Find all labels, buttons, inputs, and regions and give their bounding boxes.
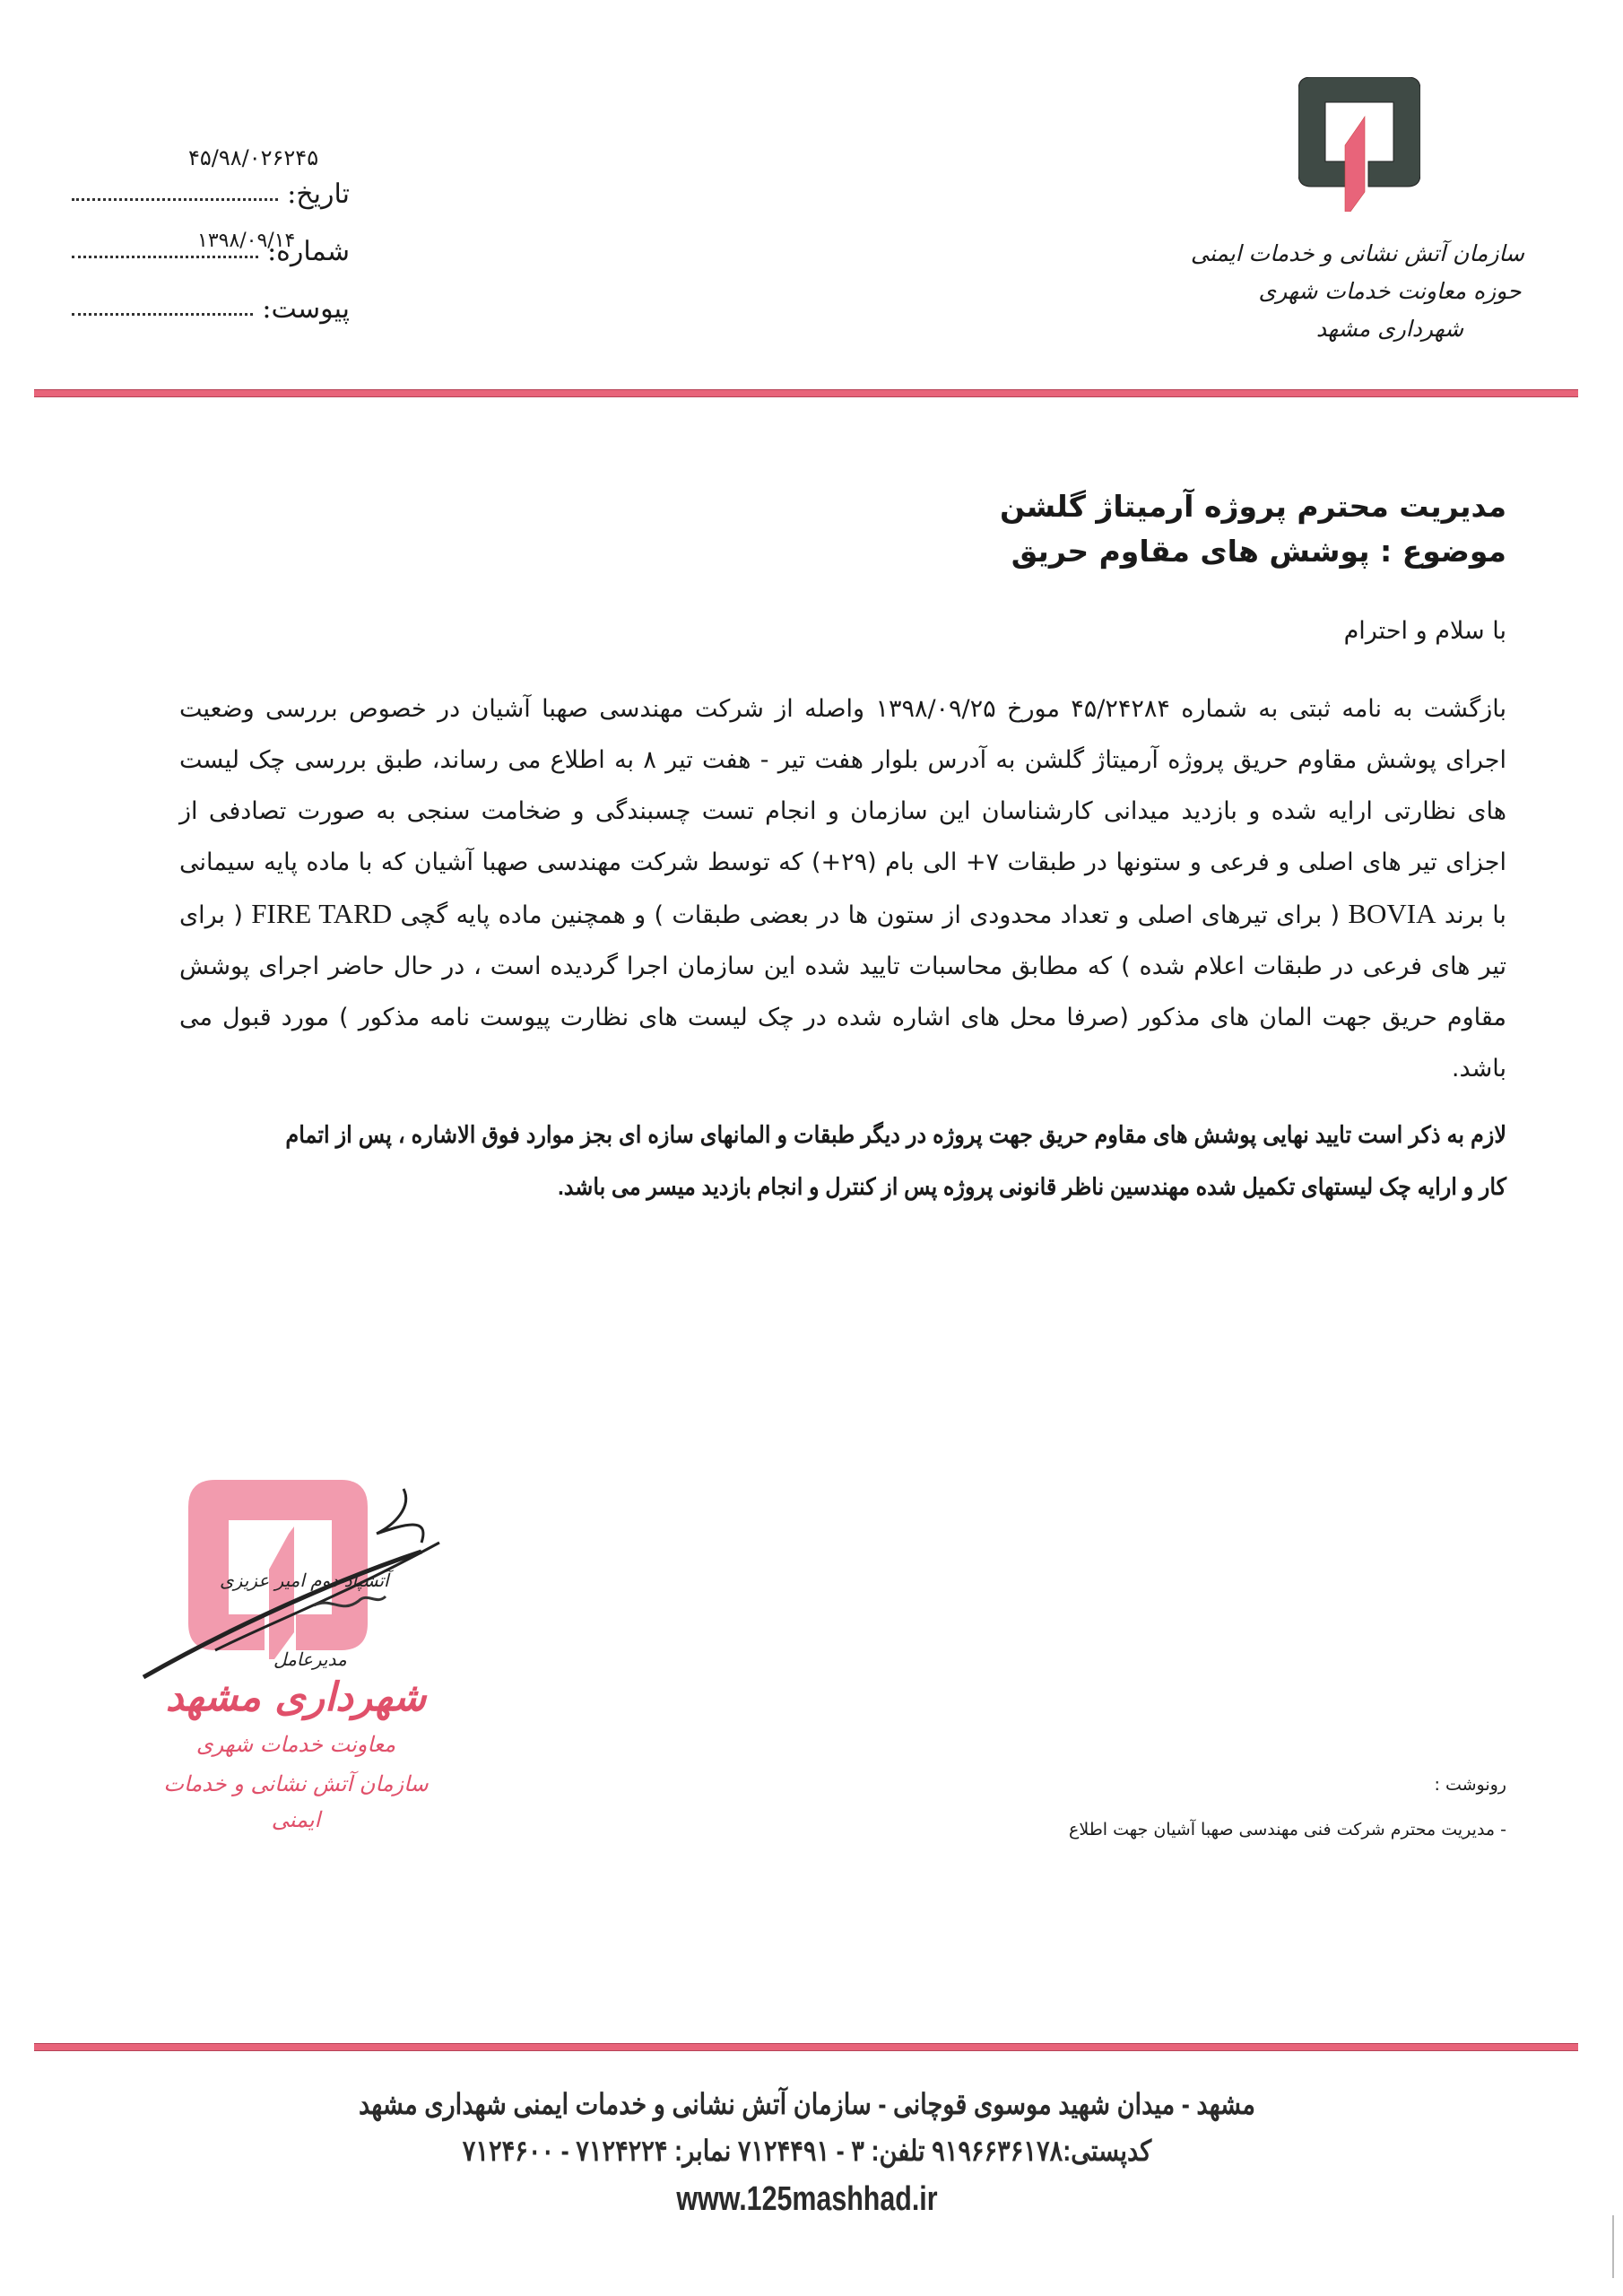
paragraph-1	[179, 683, 1506, 1094]
paragraph-1-part-3: ( برای تیر های فرعی در طبقات اعلام شده ) که مطابق محاسبات تایید شده این سازمان اجرا گردیده است ، در حال حاضر اجرای پوشش مقاوم حریق جهت المان های مذکور (صرفا محل های اشاره شده در چک لیست های نظارت پیوست نامه مذکور ) مورد قبول می باشد.	[179, 901, 1506, 1083]
number-row	[72, 210, 350, 267]
stamp-line-1: شهرداری مشهد	[165, 1674, 427, 1720]
letter-meta	[72, 145, 350, 325]
scan-edge-mark	[1612, 2215, 1614, 2278]
stamp-line-2: معاونت خدمات شهری	[195, 1732, 396, 1757]
attachment-label: پیوست:	[262, 293, 350, 325]
attachment-dotted-line	[72, 312, 253, 316]
fire-department-logo-icon	[1298, 77, 1420, 212]
paragraph-1-part-1: بازگشت به نامه ثبتی به شماره ۴۵/۲۴۲۸۴ مورخ ۱۳۹۸/۰۹/۲۵ واصله از شرکت مهندسی صهبا آشیان در خصوص بررسی وضعیت اجرای پوشش مقاوم حریق پروژه آرمیتاژ گلشن به آدرس بلوار هفت تیر - هفت تیر ۸ به اطلاع می رساند، طبق بررسی چک لیست های نظارتی ارایه شده و بازدید میدانی کارشناسان این سازمان و انجام تست چسبندگی و ضخامت سنجی به صورت تصادفی از اجزای تیر های اصلی و فرعی و ستونها در طبقات ۷+ الی بام (۲۹+) که توسط شرکت مهندسی صهبا آشیان که با ماده پایه سیمانی با برند	[179, 695, 1506, 929]
footer-divider	[34, 2043, 1578, 2051]
recipient: مدیریت محترم پروژه آرمیتاژ گلشن	[999, 489, 1506, 524]
paragraph-1-part-2: ( برای تیرهای اصلی و تعداد محدودی از ستون ها در بعضی طبقات ) و همچنین ماده پایه گچی	[400, 901, 1341, 929]
signature-icon	[135, 1471, 457, 1740]
footer-address: مشهد - میدان شهید موسوی قوچانی - سازمان آتش نشانی و خدمات ایمنی شهداری مشهد	[359, 2088, 1255, 2120]
brand-bovia: BOVIA	[1348, 898, 1436, 929]
cc-section	[1069, 1767, 1506, 1848]
number-value: ۱۳۹۸/۰۹/۱۴	[197, 230, 296, 252]
header-divider	[34, 389, 1578, 397]
signer-name: آتشپاد دوم امیر عزیزی	[220, 1570, 389, 1591]
org-line-3: شهرداری مشهد	[1315, 316, 1464, 342]
cc-title: رونوشت :	[1434, 1775, 1506, 1795]
organization-name	[1190, 235, 1524, 348]
number-dotted-line	[72, 255, 258, 258]
footer-website-link[interactable]: www.125mashhad.ir	[676, 2180, 938, 2218]
cc-item: - مدیریت محترم شرکت فنی مهندسی صهبا آشیان جهت اطلاع	[1069, 1820, 1506, 1839]
org-line-2: حوزه معاونت خدمات شهری	[1258, 278, 1522, 304]
brand-fire-tard: FIRE TARD	[251, 898, 393, 929]
attachment-row	[72, 267, 350, 325]
stamp-line-3: سازمان آتش نشانی و خدمات ایمنی	[163, 1771, 429, 1832]
signer-title: مدیرعامل	[273, 1648, 347, 1670]
org-line-1: سازمان آتش نشانی و خدمات ایمنی	[1190, 240, 1524, 266]
date-value: ۴۵/۹۸/۰۲۶۲۴۵	[188, 145, 319, 170]
letter-body	[179, 484, 1506, 1213]
number-label: شماره:	[267, 236, 350, 267]
greeting: با سلام و احترام	[1343, 617, 1506, 645]
footer-contact: کدپستی:۹۱۹۶۶۳۶۱۷۸ تلفن: ۳ - ۷۱۲۴۴۹۱ نمابر: ۷۱۲۴۲۲۴ - ۷۱۲۴۶۰۰	[462, 2135, 1152, 2167]
date-dotted-line	[72, 197, 278, 201]
paragraph-2: لازم به ذکر است تایید نهایی پوشش های مقاوم حریق جهت پروژه در دیگر طبقات و المانهای سازه ای بجز موارد فوق الاشاره ، پس از اتمام کار و ارایه چک لیستهای تکمیل شده مهندسین ناظر قانونی پروژه پس از کنترل و انجام بازدید میسر می باشد.	[285, 1121, 1506, 1200]
date-label: تاریخ:	[287, 178, 350, 210]
footer	[179, 2081, 1435, 2224]
date-row	[72, 145, 350, 210]
subject: موضوع : پوشش های مقاوم حریق	[1011, 534, 1506, 569]
